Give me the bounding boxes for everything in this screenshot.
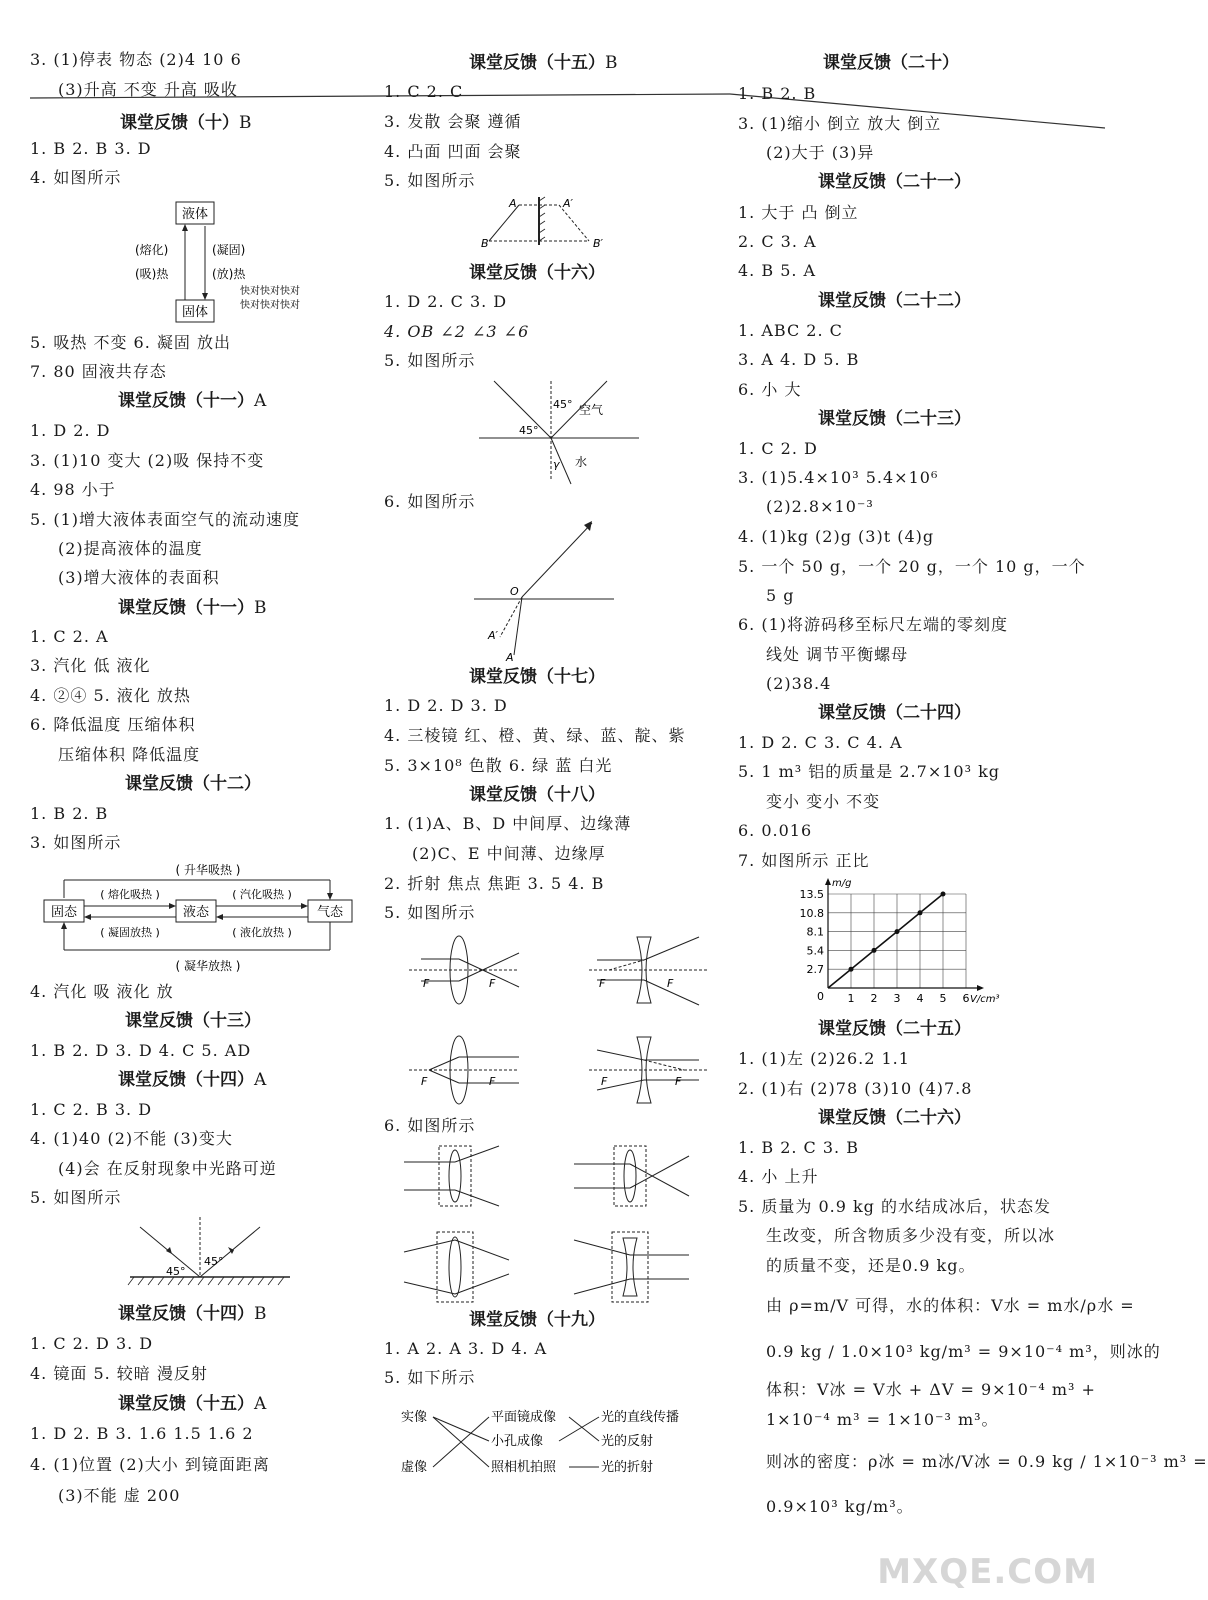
plane-mirror-diagram — [479, 195, 629, 255]
answer-line: 1. B 2. B — [738, 84, 817, 103]
svg-text:光的折射: 光的折射 — [601, 1460, 654, 1475]
answer-line: 5. 如图所示 — [30, 1188, 122, 1207]
svg-text:(放)热: (放)热 — [212, 267, 246, 281]
answer-line: 3. 汽化 低 液化 — [30, 656, 151, 675]
svg-text:照相机拍照: 照相机拍照 — [491, 1460, 557, 1475]
y-tick-label: 5.4 — [806, 944, 824, 958]
answer-line: 1. A 2. A 3. D 4. A — [384, 1339, 548, 1358]
section-heading: 课堂反馈（十七） — [469, 667, 605, 687]
answer-line: 4. 如图所示 — [30, 168, 122, 187]
svg-text:O: O — [510, 585, 519, 598]
answer-line: (3)不能 虚 200 — [58, 1486, 181, 1505]
section-heading: 课堂反馈（二十） — [823, 53, 959, 73]
answer-line: 3. A 4. D 5. B — [738, 350, 860, 369]
answer-line: 3. (1)5.4×10³ 5.4×10⁶ — [738, 468, 939, 487]
answer-line: 4. B 5. A — [738, 261, 817, 280]
answer-line: 2. C 3. A — [738, 232, 817, 251]
x-axis-label: V/cm³ — [970, 994, 1000, 1005]
label-liquid: 液体 — [181, 207, 209, 222]
answer-line: 5. 一个 50 g，一个 20 g，一个 10 g，一个 — [738, 557, 1086, 576]
svg-text:A: A — [509, 197, 517, 210]
answer-line: 4. OB ∠2 ∠3 ∠6 — [384, 322, 530, 341]
answer-line: 1. D 2. C 3. C 4. A — [738, 733, 903, 752]
image-type-matching-diagram — [399, 1405, 729, 1485]
section-heading: 课堂反馈（二十二） — [818, 291, 971, 311]
svg-text:( 液化放热 ): ( 液化放热 ) — [232, 926, 292, 939]
answer-line: 4. 汽化 吸 液化 放 — [30, 982, 174, 1001]
answer-line: 4. (1)位置 (2)大小 到镜面距离 — [30, 1455, 270, 1474]
answer-line: 1. C 2. B 3. D — [30, 1100, 153, 1119]
data-point — [872, 948, 877, 953]
answer-line: 3. 如图所示 — [30, 833, 122, 852]
section-heading: 课堂反馈（十九） — [469, 1310, 605, 1330]
label-gas-state: 气态 — [316, 905, 344, 920]
x-tick-label: 2 — [870, 992, 878, 1005]
svg-text:小孔成像: 小孔成像 — [491, 1434, 544, 1449]
svg-text:A′: A′ — [563, 197, 574, 210]
answer-line: 4. 凸面 凹面 会聚 — [384, 142, 522, 161]
answer-line: 5. 如下所示 — [384, 1368, 476, 1387]
origin-label: 0 — [817, 990, 824, 1003]
svg-text:快对快对快对: 快对快对快对 — [240, 286, 300, 297]
answer-line: 4. (1)kg (2)g (3)t (4)g — [738, 527, 935, 546]
answer-line: 1. B 2. B 3. D — [30, 139, 152, 158]
svg-text:F: F — [489, 977, 496, 990]
answer-line: (2)2.8×10⁻³ — [766, 497, 874, 516]
answer-line: 0.9×10³ kg/m³。 — [766, 1497, 914, 1516]
data-point — [849, 967, 854, 972]
data-point — [941, 892, 946, 897]
water-refraction-diagram — [474, 515, 624, 665]
answer-line: 4. (1)40 (2)不能 (3)变大 — [30, 1129, 233, 1148]
svg-text:γ: γ — [553, 458, 560, 471]
svg-text:F: F — [421, 1075, 428, 1088]
answer-line: 1. 大于 凸 倒立 — [738, 203, 859, 222]
section-heading: 课堂反馈（十二） — [125, 774, 261, 794]
answer-line: 1. C 2. D 3. D — [30, 1334, 154, 1353]
svg-text:(熔化): (熔化) — [135, 243, 169, 257]
answer-line: 1. D 2. C 3. D — [384, 292, 508, 311]
section-heading: 课堂反馈（十五）B — [469, 53, 618, 73]
svg-text:45°: 45° — [166, 1265, 186, 1278]
answer-line: 3. (1)10 变大 (2)吸 保持不变 — [30, 451, 265, 470]
answer-line: 由 ρ=m/V 可得，水的体积：V水 = m水/ρ水 = — [766, 1296, 1135, 1315]
answer-line: 1. B 2. B — [30, 804, 109, 823]
answer-line: 7. 80 固液共存态 — [30, 362, 167, 381]
x-tick-label: 3 — [893, 992, 901, 1005]
answer-line: 7. 如图所示 正比 — [738, 851, 870, 870]
svg-text:B′: B′ — [593, 237, 604, 250]
svg-text:虚像: 虚像 — [401, 1460, 428, 1475]
label-solid: 固体 — [181, 305, 209, 320]
answer-line: 2. (1)右 (2)78 (3)10 (4)7.8 — [738, 1079, 973, 1098]
answer-line: 1. D 2. D — [30, 421, 111, 440]
answer-line: 则冰的密度：ρ冰 = m冰/V冰 = 0.9 kg / 1×10⁻³ m³ = — [766, 1452, 1208, 1471]
y-tick-label: 10.8 — [799, 906, 824, 920]
answer-line: (4)会 在反射现象中光路可逆 — [58, 1159, 277, 1178]
answer-line: 5. 如图所示 — [384, 903, 476, 922]
section-heading: 课堂反馈（十三） — [125, 1011, 261, 1031]
answer-line: 6. 0.016 — [738, 821, 813, 840]
section-heading: 课堂反馈（十一）A — [118, 391, 267, 411]
mass-volume-chart — [786, 876, 1016, 1012]
answer-line: 1. (1)左 (2)26.2 1.1 — [738, 1049, 910, 1068]
answer-line: 4. 三棱镜 红、橙、黄、绿、蓝、靛、紫 — [384, 726, 686, 745]
svg-text:(吸)热: (吸)热 — [135, 267, 169, 281]
svg-text:( 升华吸热 ): ( 升华吸热 ) — [175, 863, 241, 877]
svg-text:A: A — [506, 651, 514, 664]
answer-line: 5. 如图所示 — [384, 351, 476, 370]
answer-line: 6. 小 大 — [738, 380, 802, 399]
svg-text:45°: 45° — [519, 424, 539, 437]
svg-text:实像: 实像 — [401, 1410, 428, 1425]
x-axis-arrow — [977, 985, 984, 991]
answer-line: 3. 发散 会聚 遵循 — [384, 112, 522, 131]
answer-line: 生改变，所含物质多少没有变，所以冰 — [766, 1226, 1056, 1245]
section-heading: 课堂反馈（二十三） — [818, 409, 971, 429]
y-axis-label: m/g — [832, 878, 852, 889]
svg-text:F: F — [423, 977, 430, 990]
answer-line: 4. 镜面 5. 较暗 漫反射 — [30, 1364, 208, 1383]
answer-line: 6. 如图所示 — [384, 492, 476, 511]
state-change-diagram — [130, 196, 350, 326]
svg-text:空气: 空气 — [579, 403, 604, 417]
answer-line: 4. ②④ 5. 液化 放热 — [30, 686, 191, 705]
answer-line: 1. C 2. D — [738, 439, 818, 458]
answer-line: 5. 1 m³ 铝的质量是 2.7×10³ kg — [738, 762, 1001, 781]
svg-text:F: F — [489, 1075, 496, 1088]
svg-text:快对快对快对: 快对快对快对 — [240, 300, 300, 311]
answer-line: 2. 折射 焦点 焦距 3. 5 4. B — [384, 874, 605, 893]
answer-line: 变小 变小 不变 — [766, 792, 881, 811]
section-heading: 课堂反馈（十四）A — [118, 1070, 267, 1090]
data-point — [918, 910, 923, 915]
answer-line: 0.9 kg / 1.0×10³ kg/m³ = 9×10⁻⁴ m³，则冰的 — [766, 1342, 1161, 1361]
answer-line: 6. (1)将游码移至标尺左端的零刻度 — [738, 615, 1009, 634]
section-heading: 课堂反馈（十一）B — [118, 598, 267, 618]
answer-line: 1. B 2. C 3. B — [738, 1138, 859, 1157]
answer-line: 5. 3×10⁸ 色散 6. 绿 蓝 白光 — [384, 756, 613, 775]
svg-text:B: B — [481, 237, 489, 250]
answer-line: (2)38.4 — [766, 674, 832, 693]
answer-line: (2)C、E 中间薄、边缘厚 — [412, 844, 606, 863]
svg-text:45°: 45° — [553, 398, 573, 411]
reflection-diagram — [120, 1215, 320, 1295]
answer-line: (2)大于 (3)异 — [766, 143, 875, 162]
answer-line: (2)提高液体的温度 — [58, 539, 203, 558]
section-heading: 课堂反馈（二十一） — [818, 172, 971, 192]
answer-line: 3. (1)停表 物态 (2)4 10 6 — [30, 50, 242, 69]
section-heading: 课堂反馈（十四）B — [118, 1304, 267, 1324]
section-heading: 课堂反馈（十）B — [120, 113, 252, 133]
svg-text:F: F — [599, 977, 606, 990]
answer-line: 压缩体积 降低温度 — [58, 745, 201, 764]
svg-text:光的直线传播: 光的直线传播 — [601, 1410, 680, 1425]
answer-line: 5. (1)增大液体表面空气的流动速度 — [30, 510, 301, 529]
section-heading: 课堂反馈（二十四） — [818, 703, 971, 723]
black-box-lens-diagrams — [399, 1140, 729, 1310]
label-solid-state: 固态 — [50, 905, 78, 920]
answer-line: 6. 降低温度 压缩体积 — [30, 715, 196, 734]
answer-line: (3)增大液体的表面积 — [58, 568, 220, 587]
section-heading: 课堂反馈（二十五） — [818, 1019, 971, 1039]
answer-line: 4. 98 小于 — [30, 480, 116, 499]
answer-line: 1. B 2. D 3. D 4. C 5. AD — [30, 1041, 252, 1060]
answer-line: 1. D 2. B 3. 1.6 1.5 1.6 2 — [30, 1424, 254, 1443]
svg-text:( 熔化吸热 ): ( 熔化吸热 ) — [100, 888, 160, 901]
svg-text:水: 水 — [575, 455, 588, 469]
data-line — [828, 894, 943, 988]
three-states-diagram — [40, 860, 375, 975]
answer-line: 线处 调节平衡螺母 — [766, 645, 909, 664]
svg-text:A′: A′ — [488, 629, 499, 642]
answer-line: 1×10⁻⁴ m³ = 1×10⁻³ m³。 — [766, 1410, 999, 1429]
watermark: MXQE.COM — [877, 1552, 1098, 1592]
y-tick-label: 8.1 — [806, 925, 824, 939]
answer-line: (3)升高 不变 升高 吸收 — [58, 80, 238, 99]
svg-text:光的反射: 光的反射 — [601, 1434, 654, 1449]
svg-text:F: F — [675, 1075, 682, 1088]
lens-ray-diagrams — [409, 925, 719, 1115]
answer-line: 1. D 2. D 3. D — [384, 696, 508, 715]
data-point — [895, 929, 900, 934]
answer-line: 1. C 2. A — [30, 627, 109, 646]
y-axis-arrow — [825, 878, 831, 885]
answer-line: 5. 如图所示 — [384, 171, 476, 190]
svg-text:( 凝固放热 ): ( 凝固放热 ) — [100, 926, 160, 939]
answer-line: 体积：V冰 = V水 + ΔV = 9×10⁻⁴ m³ + — [766, 1380, 1096, 1399]
section-heading: 课堂反馈（十八） — [469, 785, 605, 805]
svg-text:45°: 45° — [204, 1255, 224, 1268]
section-heading: 课堂反馈（二十六） — [818, 1108, 971, 1128]
answer-line: 5. 吸热 不变 6. 凝固 放出 — [30, 333, 231, 352]
answer-line: 1. ABC 2. C — [738, 321, 843, 340]
answer-line: 4. 小 上升 — [738, 1167, 819, 1186]
answer-line: 6. 如图所示 — [384, 1116, 476, 1135]
svg-text:( 凝华放热 ): ( 凝华放热 ) — [175, 959, 241, 973]
section-heading: 课堂反馈（十六） — [469, 263, 605, 283]
x-tick-label: 6 — [962, 992, 970, 1005]
answer-line: 3. (1)缩小 倒立 放大 倒立 — [738, 114, 942, 133]
answer-line: 的质量不变，还是0.9 kg。 — [766, 1256, 976, 1275]
section-heading: 课堂反馈（十五）A — [118, 1394, 267, 1414]
answer-line: 5 g — [766, 586, 795, 605]
answer-line: 1. (1)A、B、D 中间厚、边缘薄 — [384, 814, 632, 833]
x-tick-label: 4 — [916, 992, 924, 1005]
y-tick-label: 13.5 — [799, 888, 824, 901]
svg-text:F: F — [667, 977, 674, 990]
answer-line: 5. 质量为 0.9 kg 的水结成冰后，状态发 — [738, 1197, 1051, 1216]
x-tick-label: 5 — [939, 992, 947, 1005]
svg-text:(凝固): (凝固) — [212, 243, 246, 257]
svg-text:( 汽化吸热 ): ( 汽化吸热 ) — [232, 888, 292, 901]
answer-line: 1. C 2. C — [384, 82, 464, 101]
refraction-diagram — [479, 376, 659, 486]
label-liquid-state: 液态 — [182, 905, 210, 920]
x-tick-label: 1 — [847, 992, 855, 1005]
svg-text:F: F — [601, 1075, 608, 1088]
svg-text:平面镜成像: 平面镜成像 — [491, 1410, 557, 1425]
y-tick-label: 2.7 — [806, 963, 824, 977]
